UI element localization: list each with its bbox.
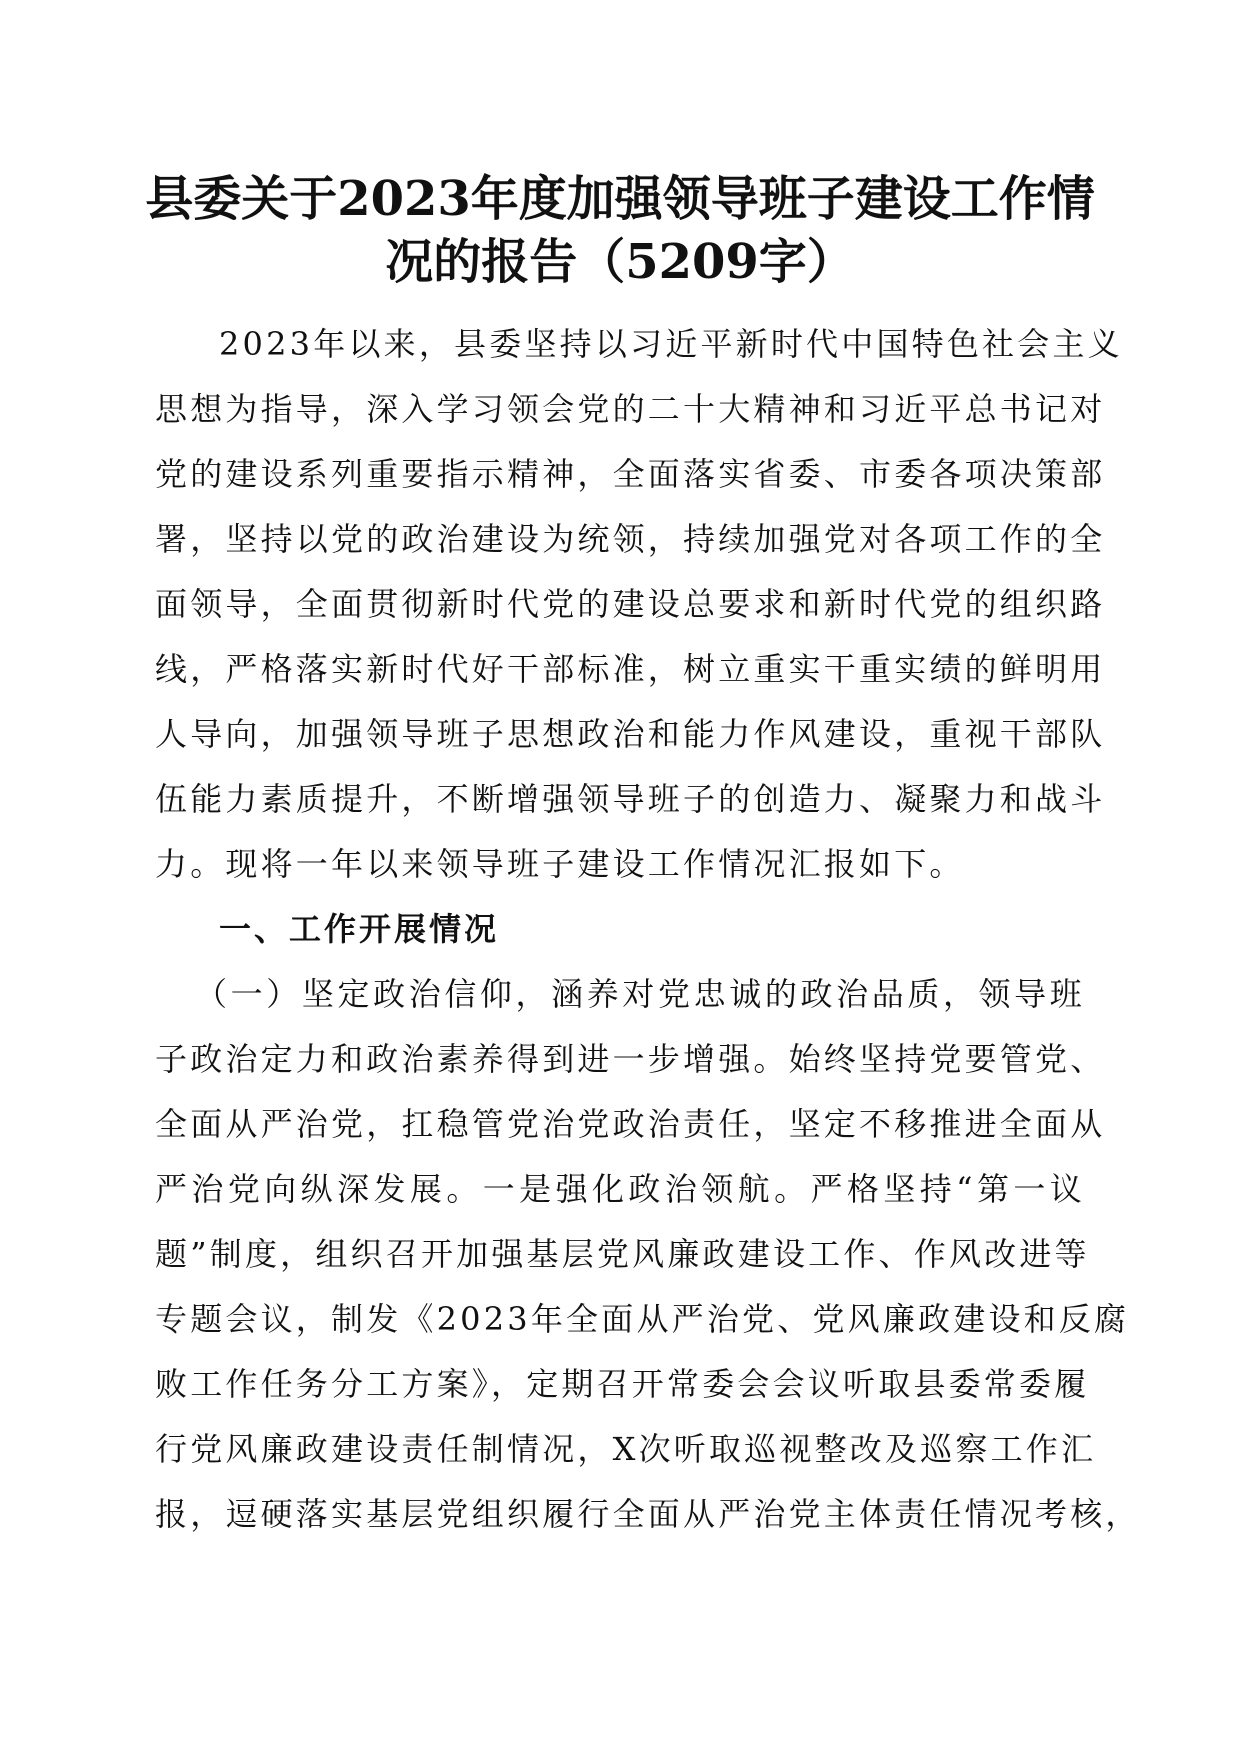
text-line: 署，坚持以党的政治建设为统领，持续加强党对各项工作的全 [155, 520, 1106, 558]
text-line: 题”制度，组织召开加强基层党风廉政建设工作、作风改进等 [155, 1235, 1090, 1273]
text-line: 思想为指导，深入学习领会党的二十大精神和习近平总书记对 [155, 390, 1106, 428]
text-line: 子政治定力和政治素养得到进一步增强。始终坚持党要管党、 [155, 1040, 1106, 1078]
text-line: 力。现将一年以来领导班子建设工作情况汇报如下。 [155, 845, 965, 883]
text-line: 人导向，加强领导班子思想政治和能力作风建设，重视干部队 [155, 715, 1106, 753]
text-line: 线，严格落实新时代好干部标准，树立重实干重实绩的鲜明用 [155, 650, 1106, 688]
text-line: 报，逗硬落实基层党组织履行全面从严治党主体责任情况考核， [155, 1495, 1141, 1533]
text-line: 行党风廉政建设责任制情况，X次听取巡视整改及巡察工作汇 [155, 1430, 1097, 1468]
section-heading: 一、工作开展情况 [219, 910, 500, 948]
text-line: 严治党向纵深发展。一是强化政治领航。严格坚持“第一议 [155, 1170, 1085, 1208]
text-line: 伍能力素质提升，不断增强领导班子的创造力、凝聚力和战斗 [155, 780, 1106, 818]
document-title [120, 168, 1120, 294]
text-line: 党的建设系列重要指示精神，全面落实省委、市委各项决策部 [155, 455, 1106, 493]
text-line: 面领导，全面贯彻新时代党的建设总要求和新时代党的组织路 [155, 585, 1106, 623]
text-line: 2023年以来，县委坚持以习近平新时代中国特色社会主义 [219, 325, 1123, 363]
text-line: （一）坚定政治信仰，涵养对党忠诚的政治品质，领导班 [195, 975, 1085, 1013]
title-line: 县委关于2023年度加强领导班子建设工作情 [145, 171, 1095, 227]
text-line: 专题会议，制发《2023年全面从严治党、党风廉政建设和反腐 [155, 1300, 1130, 1338]
text-line: 全面从严治党，扛稳管党治党政治责任，坚定不移推进全面从 [155, 1105, 1106, 1143]
text-line: 败工作任务分工方案》，定期召开常委会会议听取县委常委履 [155, 1365, 1090, 1403]
title-line: 况的报告（5209字） [385, 234, 855, 290]
paragraph-section-1-1 [155, 962, 1141, 1547]
document-body [155, 312, 1141, 1547]
paragraph-intro [155, 312, 1123, 897]
